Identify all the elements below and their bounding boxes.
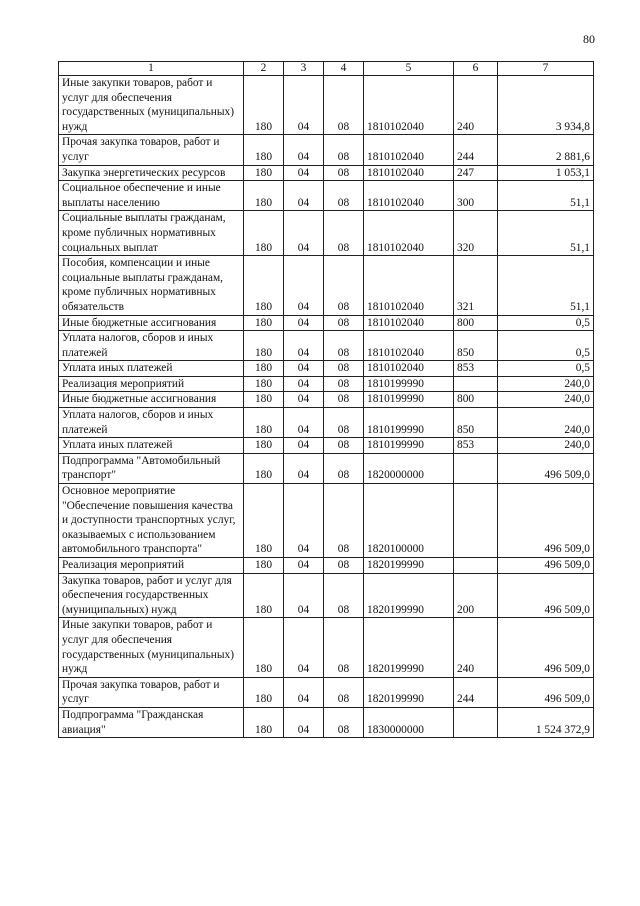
row-name: Уплата налогов, сборов и иных платежей xyxy=(59,408,244,438)
expense-type-code xyxy=(454,558,498,574)
table-row xyxy=(59,453,594,483)
section-code: 04 xyxy=(284,484,324,558)
expense-type-code: 850 xyxy=(454,408,498,438)
subsection-code: 08 xyxy=(324,135,364,165)
row-name: Иные бюджетные ассигнования xyxy=(59,315,244,331)
section-code: 04 xyxy=(284,331,324,361)
table-row xyxy=(59,408,594,438)
target-article-code: 1810102040 xyxy=(364,361,454,377)
subsection-code: 08 xyxy=(324,165,364,181)
row-name: Уплата иных платежей xyxy=(59,438,244,454)
admin-code: 180 xyxy=(244,211,284,256)
table-row xyxy=(59,331,594,361)
subsection-code: 08 xyxy=(324,408,364,438)
amount: 51,1 xyxy=(498,211,594,256)
amount: 496 509,0 xyxy=(498,573,594,618)
row-name: Иные бюджетные ассигнования xyxy=(59,392,244,408)
subsection-code: 08 xyxy=(324,315,364,331)
subsection-code: 08 xyxy=(324,331,364,361)
admin-code: 180 xyxy=(244,677,284,707)
section-code: 04 xyxy=(284,135,324,165)
table-row xyxy=(59,707,594,737)
section-code: 04 xyxy=(284,376,324,392)
target-article-code: 1810199990 xyxy=(364,392,454,408)
admin-code: 180 xyxy=(244,453,284,483)
target-article-code: 1810199990 xyxy=(364,438,454,454)
expense-type-code: 850 xyxy=(454,331,498,361)
admin-code: 180 xyxy=(244,315,284,331)
row-name: Уплата налогов, сборов и иных платежей xyxy=(59,331,244,361)
row-name: Подпрограмма "Гражданская авиация" xyxy=(59,707,244,737)
target-article-code: 1810102040 xyxy=(364,256,454,315)
amount: 240,0 xyxy=(498,392,594,408)
expense-type-code: 320 xyxy=(454,211,498,256)
admin-code: 180 xyxy=(244,135,284,165)
admin-code: 180 xyxy=(244,438,284,454)
table-row xyxy=(59,211,594,256)
column-header: 1 xyxy=(59,62,244,76)
amount: 1 524 372,9 xyxy=(498,707,594,737)
subsection-code: 08 xyxy=(324,376,364,392)
amount: 240,0 xyxy=(498,376,594,392)
column-header: 5 xyxy=(364,62,454,76)
target-article-code: 1810102040 xyxy=(364,135,454,165)
row-name: Закупка энергетических ресурсов xyxy=(59,165,244,181)
table-row xyxy=(59,376,594,392)
table-row xyxy=(59,135,594,165)
subsection-code: 08 xyxy=(324,256,364,315)
row-name: Прочая закупка товаров, работ и услуг xyxy=(59,677,244,707)
subsection-code: 08 xyxy=(324,558,364,574)
section-code: 04 xyxy=(284,76,324,135)
amount: 240,0 xyxy=(498,408,594,438)
amount: 0,5 xyxy=(498,315,594,331)
amount: 496 509,0 xyxy=(498,558,594,574)
admin-code: 180 xyxy=(244,408,284,438)
subsection-code: 08 xyxy=(324,211,364,256)
target-article-code: 1810199990 xyxy=(364,376,454,392)
table-row xyxy=(59,256,594,315)
expense-type-code: 240 xyxy=(454,76,498,135)
expense-type-code: 200 xyxy=(454,573,498,618)
table-row xyxy=(59,315,594,331)
section-code: 04 xyxy=(284,211,324,256)
table-row xyxy=(59,181,594,211)
subsection-code: 08 xyxy=(324,618,364,677)
expense-type-code: 800 xyxy=(454,315,498,331)
section-code: 04 xyxy=(284,392,324,408)
subsection-code: 08 xyxy=(324,573,364,618)
row-name: Реализация мероприятий xyxy=(59,558,244,574)
section-code: 04 xyxy=(284,408,324,438)
table-row xyxy=(59,392,594,408)
table-row xyxy=(59,484,594,558)
admin-code: 180 xyxy=(244,181,284,211)
subsection-code: 08 xyxy=(324,677,364,707)
target-article-code: 1820199990 xyxy=(364,677,454,707)
amount: 3 934,8 xyxy=(498,76,594,135)
section-code: 04 xyxy=(284,181,324,211)
table-row xyxy=(59,558,594,574)
column-header: 6 xyxy=(454,62,498,76)
admin-code: 180 xyxy=(244,707,284,737)
target-article-code: 1810102040 xyxy=(364,181,454,211)
row-name: Иные закупки товаров, работ и услуг для обеспечения государственных (муниципальных) нужд xyxy=(59,76,244,135)
section-code: 04 xyxy=(284,573,324,618)
subsection-code: 08 xyxy=(324,181,364,211)
target-article-code: 1820199990 xyxy=(364,573,454,618)
amount: 1 053,1 xyxy=(498,165,594,181)
row-name: Прочая закупка товаров, работ и услуг xyxy=(59,135,244,165)
section-code: 04 xyxy=(284,677,324,707)
amount: 2 881,6 xyxy=(498,135,594,165)
section-code: 04 xyxy=(284,438,324,454)
section-code: 04 xyxy=(284,256,324,315)
amount: 496 509,0 xyxy=(498,484,594,558)
target-article-code: 1810199990 xyxy=(364,408,454,438)
amount: 496 509,0 xyxy=(498,618,594,677)
section-code: 04 xyxy=(284,361,324,377)
admin-code: 180 xyxy=(244,558,284,574)
admin-code: 180 xyxy=(244,76,284,135)
column-header: 3 xyxy=(284,62,324,76)
expense-type-code xyxy=(454,707,498,737)
admin-code: 180 xyxy=(244,256,284,315)
amount: 0,5 xyxy=(498,331,594,361)
section-code: 04 xyxy=(284,315,324,331)
row-name: Социальное обеспечение и иные выплаты населению xyxy=(59,181,244,211)
admin-code: 180 xyxy=(244,392,284,408)
expense-type-code: 321 xyxy=(454,256,498,315)
column-header: 2 xyxy=(244,62,284,76)
admin-code: 180 xyxy=(244,165,284,181)
subsection-code: 08 xyxy=(324,76,364,135)
row-name: Подпрограмма "Автомобильный транспорт" xyxy=(59,453,244,483)
amount: 496 509,0 xyxy=(498,453,594,483)
subsection-code: 08 xyxy=(324,438,364,454)
subsection-code: 08 xyxy=(324,361,364,377)
target-article-code: 1810102040 xyxy=(364,211,454,256)
target-article-code: 1820199990 xyxy=(364,618,454,677)
page-number: 80 xyxy=(583,32,595,46)
admin-code: 180 xyxy=(244,573,284,618)
target-article-code: 1810102040 xyxy=(364,165,454,181)
subsection-code: 08 xyxy=(324,453,364,483)
target-article-code: 1820199990 xyxy=(364,558,454,574)
row-name: Закупка товаров, работ и услуг для обеспечения государственных (муниципальных) нужд xyxy=(59,573,244,618)
table-row xyxy=(59,76,594,135)
admin-code: 180 xyxy=(244,376,284,392)
table-row xyxy=(59,677,594,707)
header-row xyxy=(59,62,594,76)
expense-type-code xyxy=(454,453,498,483)
target-article-code: 1810102040 xyxy=(364,76,454,135)
section-code: 04 xyxy=(284,165,324,181)
column-header: 7 xyxy=(498,62,594,76)
budget-table xyxy=(58,61,594,738)
target-article-code: 1810102040 xyxy=(364,331,454,361)
table-row xyxy=(59,361,594,377)
expense-type-code: 244 xyxy=(454,677,498,707)
expense-type-code: 247 xyxy=(454,165,498,181)
section-code: 04 xyxy=(284,453,324,483)
section-code: 04 xyxy=(284,707,324,737)
expense-type-code: 240 xyxy=(454,618,498,677)
row-name: Основное мероприятие "Обеспечение повышения качества и доступности транспортных услуг, оказываемых с использованием автомобильного транспорта" xyxy=(59,484,244,558)
admin-code: 180 xyxy=(244,331,284,361)
row-name: Пособия, компенсации и иные социальные выплаты гражданам, кроме публичных нормативных обязательств xyxy=(59,256,244,315)
table-row xyxy=(59,618,594,677)
table-row xyxy=(59,573,594,618)
expense-type-code: 244 xyxy=(454,135,498,165)
section-code: 04 xyxy=(284,618,324,677)
table-row xyxy=(59,165,594,181)
row-name: Реализация мероприятий xyxy=(59,376,244,392)
amount: 51,1 xyxy=(498,181,594,211)
target-article-code: 1810102040 xyxy=(364,315,454,331)
amount: 51,1 xyxy=(498,256,594,315)
target-article-code: 1820000000 xyxy=(364,453,454,483)
expense-type-code: 853 xyxy=(454,438,498,454)
expense-type-code xyxy=(454,376,498,392)
expense-type-code: 853 xyxy=(454,361,498,377)
expense-type-code: 800 xyxy=(454,392,498,408)
amount: 496 509,0 xyxy=(498,677,594,707)
amount: 240,0 xyxy=(498,438,594,454)
amount: 0,5 xyxy=(498,361,594,377)
subsection-code: 08 xyxy=(324,707,364,737)
column-header: 4 xyxy=(324,62,364,76)
table-row xyxy=(59,438,594,454)
subsection-code: 08 xyxy=(324,484,364,558)
expense-type-code: 300 xyxy=(454,181,498,211)
subsection-code: 08 xyxy=(324,392,364,408)
row-name: Социальные выплаты гражданам, кроме публичных нормативных социальных выплат xyxy=(59,211,244,256)
target-article-code: 1830000000 xyxy=(364,707,454,737)
admin-code: 180 xyxy=(244,361,284,377)
admin-code: 180 xyxy=(244,618,284,677)
expense-type-code xyxy=(454,484,498,558)
section-code: 04 xyxy=(284,558,324,574)
row-name: Иные закупки товаров, работ и услуг для обеспечения государственных (муниципальных) нужд xyxy=(59,618,244,677)
admin-code: 180 xyxy=(244,484,284,558)
target-article-code: 1820100000 xyxy=(364,484,454,558)
row-name: Уплата иных платежей xyxy=(59,361,244,377)
